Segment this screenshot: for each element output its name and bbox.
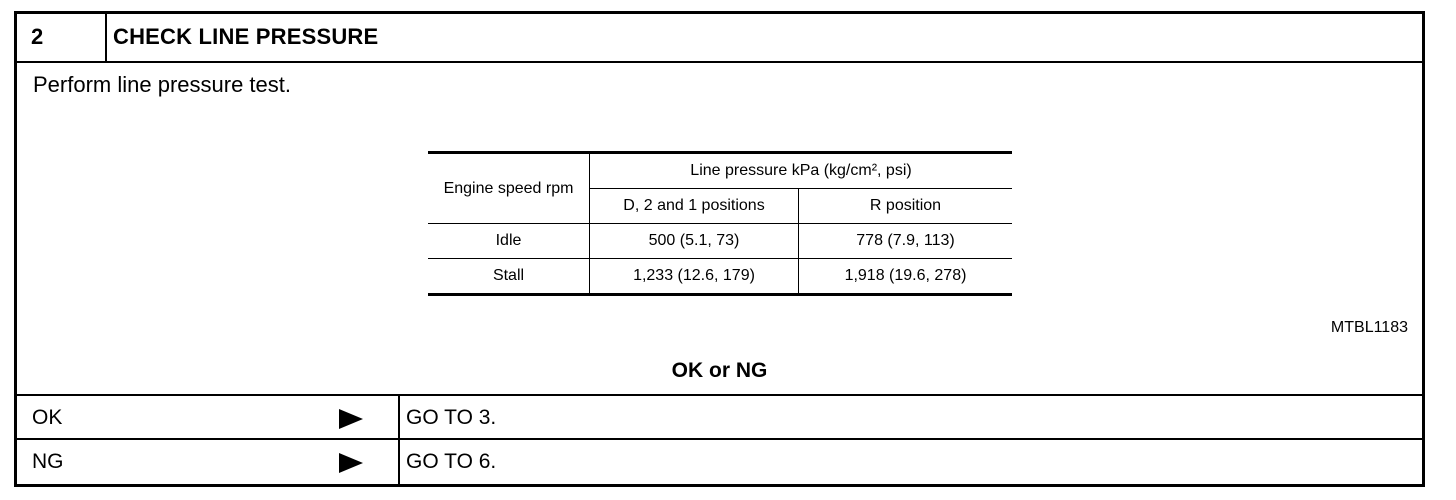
step-header (17, 14, 1422, 63)
figure-code: MTBL1183 (1330, 319, 1408, 336)
result-question: OK or NG (671, 359, 768, 382)
table-row (428, 259, 1012, 295)
step-title: CHECK LINE PRESSURE (113, 24, 379, 49)
outcome-condition: OK (32, 406, 63, 429)
outcome-row-ng (17, 438, 1422, 486)
arrow-right-icon (339, 409, 363, 429)
row-header-cell: Engine speed rpm (428, 153, 590, 224)
step-number-cell (17, 14, 107, 61)
step-number: 2 (31, 24, 44, 49)
table-row (428, 224, 1012, 259)
divider (398, 440, 400, 486)
column-header-r: R position (799, 189, 1013, 224)
outcome-action: GO TO 3. (406, 406, 497, 429)
outcome-action: GO TO 6. (406, 450, 497, 473)
table-cell: 1,918 (19.6, 278) (799, 259, 1013, 295)
outcome-row-ok (17, 394, 1422, 440)
column-header-d21: D, 2 and 1 positions (590, 189, 799, 224)
line-pressure-table (428, 151, 1012, 296)
divider (398, 396, 400, 440)
instruction-text: Perform line pressure test. (33, 72, 291, 97)
table-cell: Stall (428, 259, 590, 295)
table-cell: 500 (5.1, 73) (590, 224, 799, 259)
table-cell: 778 (7.9, 113) (799, 224, 1013, 259)
group-header-cell: Line pressure kPa (kg/cm², psi) (590, 153, 1013, 189)
procedure-box (14, 11, 1425, 487)
table-cell: Idle (428, 224, 590, 259)
table-cell: 1,233 (12.6, 179) (590, 259, 799, 295)
outcome-condition: NG (32, 450, 64, 473)
arrow-right-icon (339, 453, 363, 473)
